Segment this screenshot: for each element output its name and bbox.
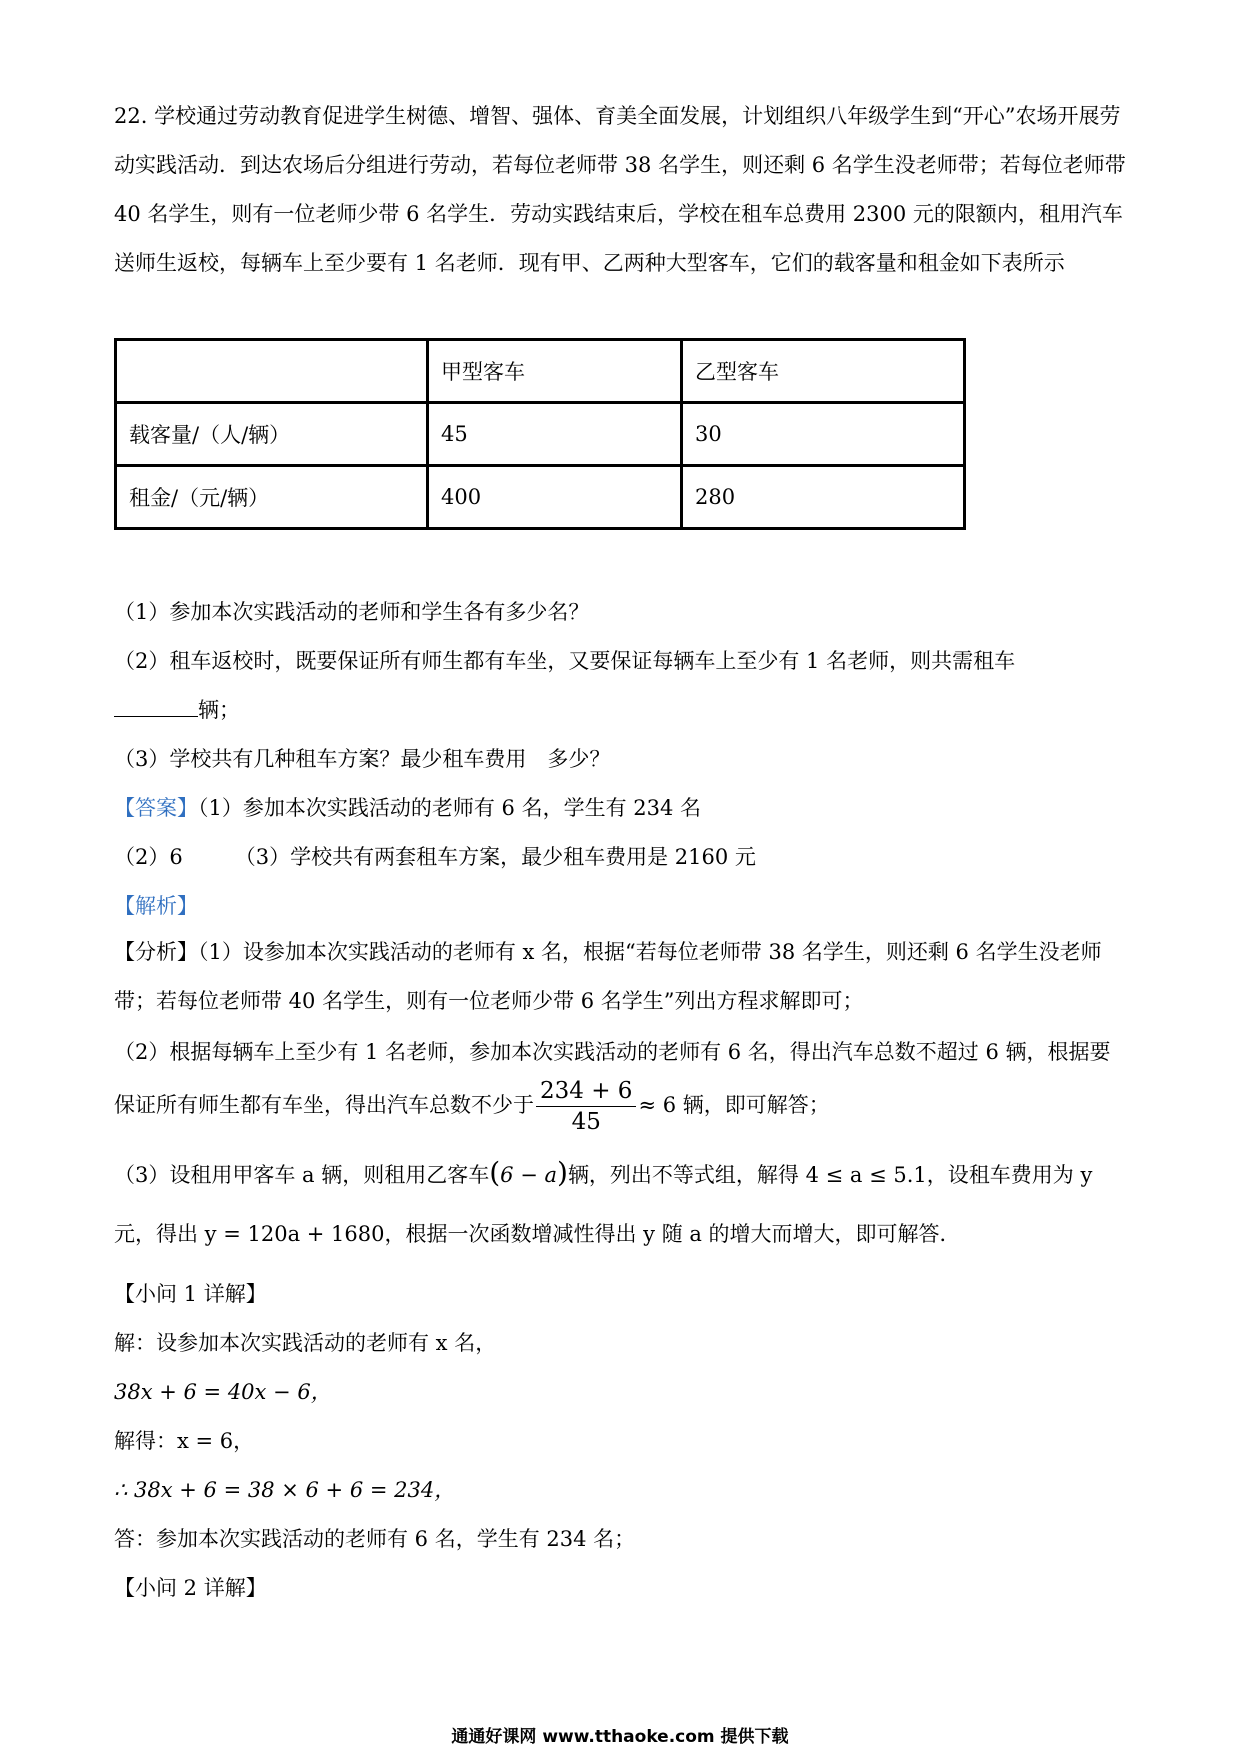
analysis-expression: 6 − a [500,1163,557,1187]
detail-1-computation: ∴ 38x + 6 = 38 × 6 + 6 = 234， [114,1478,456,1502]
detail-1-label: 【小问 1 详解】 [114,1282,267,1306]
answer-line-2 [114,841,756,871]
table-header-cell [116,340,428,403]
detail-1-solution: 解得：x = 6， [114,1429,255,1453]
rental-table [114,338,966,530]
page-footer: 通通好课网 www.tthaoke.com 提供下载 [451,1727,789,1747]
fraction-denominator: 45 [571,1109,601,1135]
table-cell: 400 [428,466,682,529]
answer-line-1 [114,792,701,822]
analysis-part-2a: （2）根据每辆车上至少有 1 名老师，参加本次实践活动的老师有 6 名，得出汽车总数不超过 6 辆，根据要 [114,1040,1111,1064]
analysis-part-2b-text: 保证所有师生都有车坐，得出汽车总数不少于 [114,1093,534,1117]
detail-2-label: 【小问 2 详解】 [114,1576,267,1600]
table-header-cell: 乙型客车 [682,340,965,403]
table-cell: 280 [682,466,965,529]
analysis-part-3c: 元，得出 y = 120a + 1680，根据一次函数增减性得出 y 随 a 的增大而增大，即可解答． [114,1222,961,1246]
table-cell: 45 [428,403,682,466]
fraction-numerator: 234 + 6 [536,1076,636,1107]
question-2-blank-line [114,694,240,724]
analysis-part-2c: ≈ 6 辆，即可解答； [638,1093,830,1117]
question-2-tail: 辆； [198,698,240,722]
table-cell: 租金/（元/辆） [116,466,428,529]
table-cell: 载客量/（人/辆） [116,403,428,466]
analysis-part-3a-text: （3）设租用甲客车 a 辆，则租用乙客车 [114,1163,490,1187]
question-1: （1）参加本次实践活动的老师和学生各有多少名？ [114,600,590,624]
analysis-part-2b [114,1076,830,1137]
answer-3: （3）学校共有两套租车方案，最少租车费用是 2160 元 [234,845,756,869]
table-row [116,403,965,466]
table-header-cell: 甲型客车 [428,340,682,403]
problem-statement: 22. 学校通过劳动教育促进学生树德、增智、强体、育美全面发展，计划组织八年级学生到“开心”农场开展劳动实践活动．到达农场后分组进行劳动，若每位老师带 38 名学生，则还剩 6 名学生没老师带；若每位老师带 40 名学生，则有一位老师少带 6 名学生．劳动实践结束后，学校在租车总费用 2300 元的限额内，租用汽车送师生返校，每辆车上至少要有 1 名老师．现有甲、乙两种大型客车，它们的载客量和租金如下表所示 [114,104,1126,275]
detail-1-equation: 38x + 6 = 40x − 6， [114,1380,332,1404]
analysis-part-3b: 辆，列出不等式组，解得 4 ≤ a ≤ 5.1，设租车费用为 y [567,1163,1093,1187]
answer-label: 【答案】 [114,796,198,820]
analysis-label: 【解析】 [114,894,198,918]
question-2: （2）租车返校时，既要保证所有师生都有车坐，又要保证每辆车上至少有 1 名老师，则共需租车 [114,649,1016,673]
table-row [116,466,965,529]
detail-1-conclusion: 答：参加本次实践活动的老师有 6 名，学生有 234 名； [114,1527,636,1551]
question-3: （3）学校共有几种租车方案？最少租车费用 多少？ [114,747,611,771]
detail-1-line: 解：设参加本次实践活动的老师有 x 名， [114,1331,497,1355]
answer-1: （1）参加本次实践活动的老师有 6 名，学生有 234 名 [198,796,702,820]
analysis-part-1: 【分析】（1）设参加本次实践活动的老师有 x 名，根据“若每位老师带 38 名学生，则还剩 6 名学生没老师带；若每位老师带 40 名学生，则有一位老师少带 6 名学生”列出方程求解即可； [114,940,1102,1013]
table-cell: 30 [682,403,965,466]
fraction [536,1076,636,1137]
answer-blank [114,696,198,717]
analysis-part-3a: （3）设租用甲客车 a 辆，则租用乙客车(6 − a)辆，列出不等式组，解得 4 ≤ a ≤ 5.1，设租车费用为 y [114,1156,1093,1189]
answer-2: （2）6 [114,845,183,869]
table-header-row [116,340,965,403]
